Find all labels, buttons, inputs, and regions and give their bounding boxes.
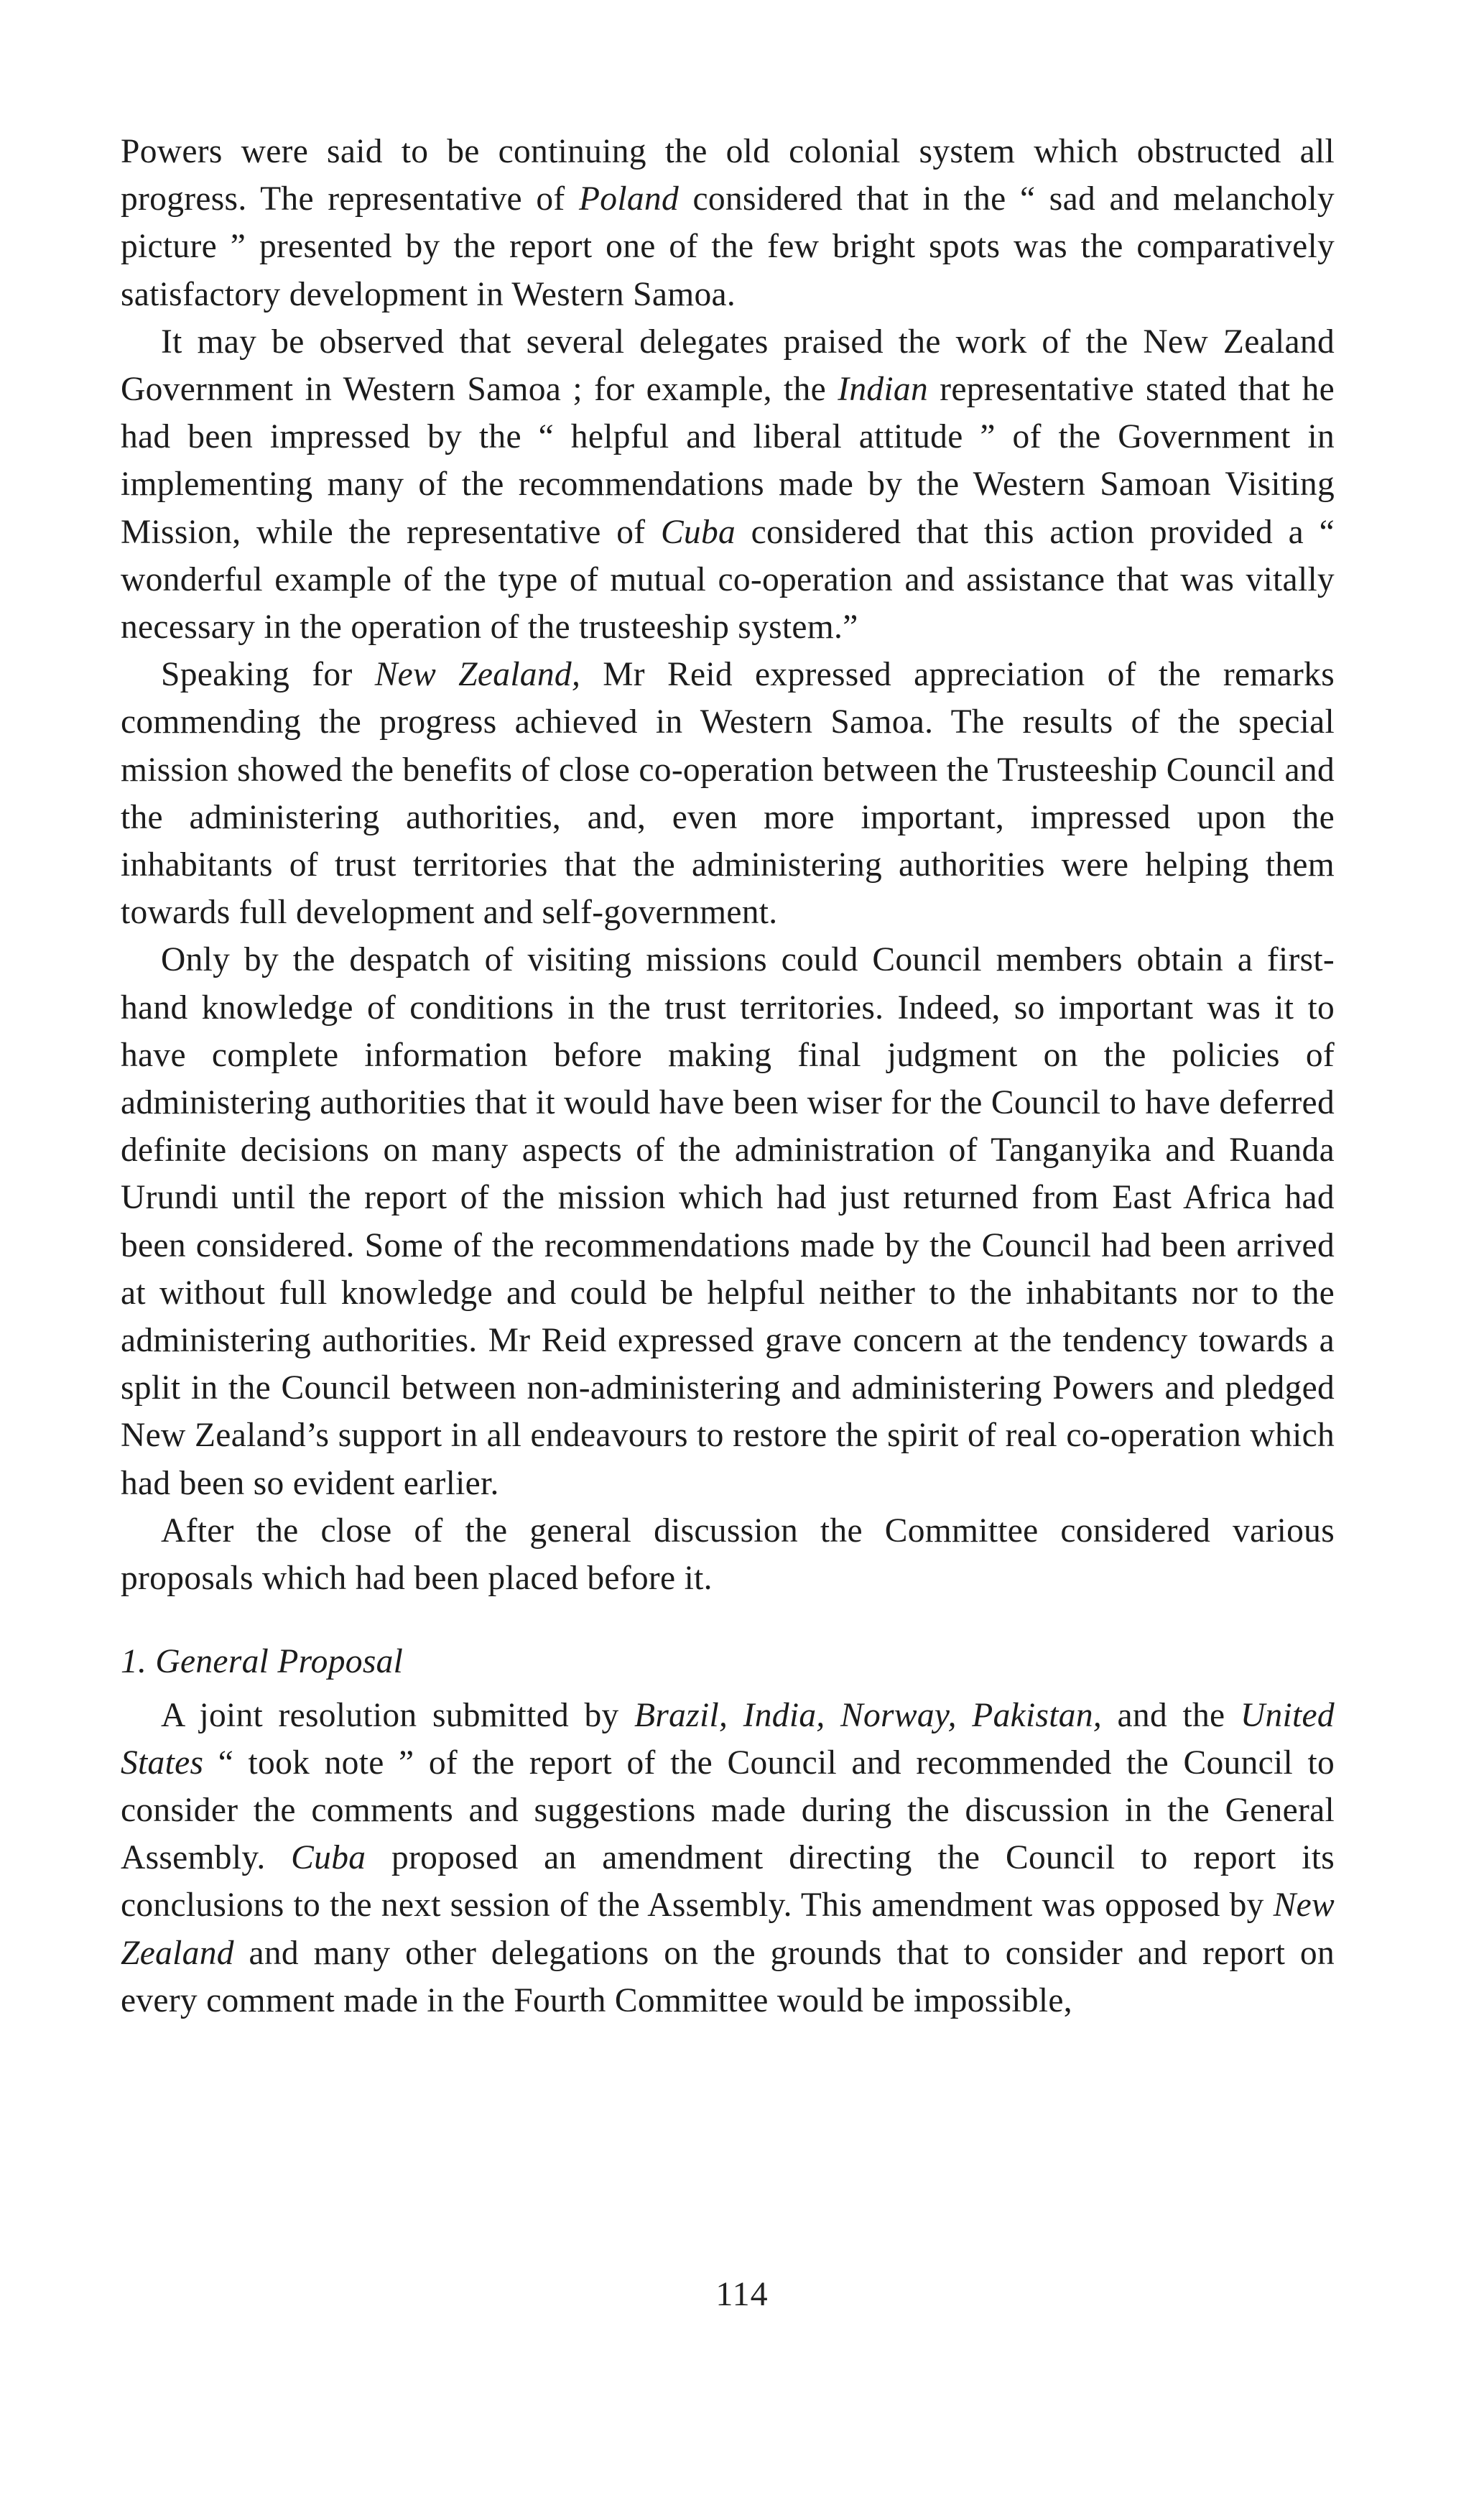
paragraph [121, 1692, 1335, 2024]
text-run: A joint resolution submitted by [161, 1696, 635, 1734]
text-run: proposed an amendment directing the Council to report its conclusions to the next session of the Assembly. This amendment was opposed by [121, 1839, 1335, 1925]
italic-text: United States [121, 1696, 1335, 1782]
page-number: 114 [715, 2275, 769, 2313]
paragraph [121, 128, 1335, 318]
text-run: Only by the despatch of visiting missions could Council members obtain a first-hand knowledge of conditions in the trust territories. Indeed, so important was it to have complete information before making final judgment on the policies of administering authorities that it would have been wiser for the Council to have deferred definite decisions on many aspects of the administration of Tanganyika and Ruanda Urundi until the report of the mission which had just returned from East Africa had been considered. Some of the recommendations made by the Council had been arrived at without full knowledge and could be helpful neither to the inhabitants nor to the administering authorities. Mr Reid expressed grave concern at the tendency towards a split in the Council between non-administering and administering Powers and pledged New Zealand’s support in all endeavours to restore the spirit of real co-operation which had been so evident earlier. [121, 941, 1335, 1502]
italic-text: Cuba [291, 1839, 366, 1877]
italic-text: New Zealand [121, 1886, 1335, 1972]
paragraph [121, 1507, 1335, 1602]
italic-text: Poland [578, 180, 679, 218]
paragraph [121, 318, 1335, 651]
text-run: representative stated that he had been impressed by the “ helpful and liberal attitude ” of the Government in implementing many of the recommendations made by the Western Samoan Visiting Mission, while the representative of [121, 371, 1335, 551]
text-run: After the close of the general discussion the Committee considered various proposals which had been placed before it. [121, 1511, 1335, 1598]
section-heading: 1. General Proposal [121, 1643, 404, 1681]
paragraph [121, 651, 1335, 936]
italic-text: Brazil, India, Norway, Pakistan, [634, 1696, 1103, 1734]
text-run: “ took note ” of the report of the Council and recommended the Council to consider the comments and suggestions made during the discussion in the General Assembly. [121, 1744, 1335, 1877]
document-page [121, 128, 1335, 2024]
paragraph [121, 936, 1335, 1506]
italic-text: Cuba [660, 513, 736, 551]
text-run: and many other delegations on the grounds that to consider and report on every comment made in the Fourth Committee would be impossible, [121, 1934, 1335, 2019]
text-run: Powers were said to be continuing the old colonial system which obstructed all progress. The representative of [121, 133, 1335, 218]
text-run: It may be observed that several delegates praised the work of the New Zealand Government in Western Samoa ; for example, the [121, 323, 1335, 409]
text-run: considered that in the “ sad and melancholy picture ” presented by the report one of the few bright spots was the comparatively satisfactory development in Western Samoa. [121, 180, 1335, 313]
text-run: Speaking for [161, 656, 375, 694]
italic-text: New Zealand, [374, 656, 581, 694]
section-paragraphs [121, 1692, 1335, 2024]
italic-text: Indian [838, 371, 929, 409]
text-run: Mr Reid expressed appreciation of the remarks commending the progress achieved in Western Samoa. The results of the special mission showed the benefits of close co-operation between the Trusteeship Council and the administering authorities, and, even more important, impressed upon the inhabitants of trust territories that the administering authorities were helping them towards full development and self-government. [121, 656, 1335, 932]
text-run: considered that this action provided a “ wonderful example of the type of mutual co-operation and assistance that was vitally necessary in the operation of the trusteeship system.” [121, 513, 1335, 647]
text-run: and the [1102, 1696, 1240, 1734]
body-paragraphs [121, 128, 1335, 1602]
